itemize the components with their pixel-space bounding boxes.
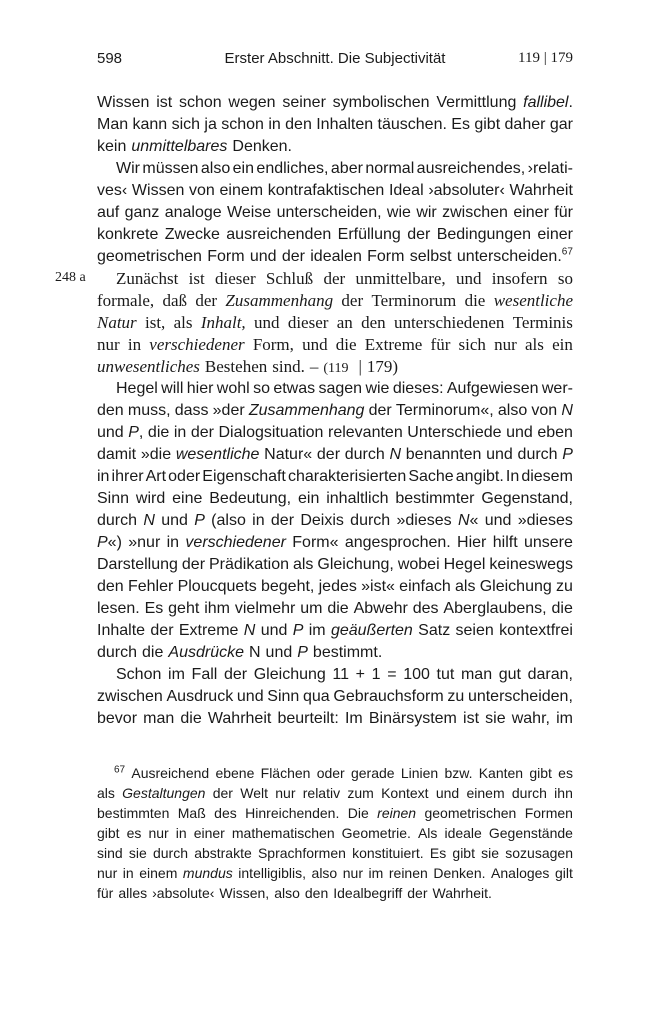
running-title: Erster Abschnitt. Die Subjectivität <box>224 50 446 67</box>
footnote <box>97 763 573 903</box>
footnote-line: als Gestaltungen der Welt nur relativ zum Kontext und einem durch ihn <box>97 785 573 801</box>
running-header <box>97 50 573 72</box>
edition-reference: 119 | 179 <box>518 50 573 66</box>
footnote-line: bestimmten Maß des Hinreichenden. Die reinen geometrischen Formen <box>97 805 573 821</box>
margin-reference: 248 a <box>55 270 86 285</box>
text-line: Wissen ist schon wegen seiner symbolischen Vermittlung fallibel. <box>97 94 573 111</box>
text-line: Zunächst ist dieser Schluß der unmittelbare, und insofern so <box>116 269 573 288</box>
text-line: konkrete Zwecke ausreichenden Erfüllung der Bedingungen einer <box>97 226 573 243</box>
page-number: 598 <box>97 50 123 67</box>
text-line: Darstellung der Prädikation als Gleichung, wobei Hegel keineswegs <box>97 556 573 573</box>
text-line: formale, daß der Zusammenhang der Terminorum die wesentliche <box>97 291 573 310</box>
main-text <box>97 92 573 730</box>
text-line: bevor man die Wahrheit beurteilt: Im Binärsystem ist sie wahr, im <box>97 710 573 727</box>
text-line: unwesentliches Bestehen sind. – (119 | 179) <box>97 357 399 376</box>
text-line: ves‹ Wissen von einem kontrafaktischen Ideal ›absoluter‹ Wahrheit <box>97 182 573 199</box>
text-line: Schon im Fall der Gleichung 11 + 1 = 100 tut man gut daran, <box>116 666 573 683</box>
footnote-line: $^{67}$ Ausreichend ebene Flächen oder gerade Linien bzw. Kanten gibt es <box>114 764 573 781</box>
text-line: geometrischen Form und der idealen Form selbst unterscheiden.$^{67}$ <box>97 246 573 265</box>
text-line: damit »die wesentliche Natur« der durch N benannten und durch P <box>97 446 573 463</box>
text-line: auf ganz analoge Weise unterscheiden, wie wir zwischen einer für <box>97 204 573 221</box>
text-line: nur in verschiedener Form, und die Extreme für sich nur als ein <box>97 335 573 354</box>
text-line: Natur ist, als Inhalt, und dieser an den unterschiedenen Terminis <box>97 313 573 332</box>
text-line: kein unmittelbares Denken. <box>97 138 292 155</box>
text-line: in ihrer Art oder Eigenschaft charakterisierten Sache angibt. In diesem <box>97 468 573 485</box>
footnote-line: sind sie durch abstrakte Sprachformen konstituiert. Es gibt sie sozusagen <box>97 845 573 861</box>
text-line: durch N und P (also in der Deixis durch »dieses N« und »dieses <box>97 512 573 529</box>
text-line: den muss, dass »der Zusammenhang der Terminorum«, also von N <box>97 402 573 419</box>
footnote-line: für alles ›absolute‹ Wissen, also den Idealbegriff der Wahrheit. <box>97 885 492 901</box>
text-line: lesen. Es geht ihm vielmehr um die Abwehr des Aberglaubens, die <box>97 600 573 617</box>
text-line: durch die Ausdrücke N und P bestimmt. <box>97 644 383 661</box>
text-line: Man kann sich ja schon in den Inhalten täuschen. Es gibt daher gar <box>97 116 573 133</box>
text-line: P«) »nur in verschiedener Form« angesprochen. Hier hilft unsere <box>97 534 573 551</box>
text-line: den Fehler Ploucquets begeht, jedes »ist« einfach als Gleichung zu <box>97 578 573 595</box>
text-line: Hegel will hier wohl so etwas sagen wie dieses: Aufgewiesen wer- <box>116 380 573 397</box>
text-line: Wir müssen also ein endliches, aber normal ausreichendes, ›relati- <box>116 160 573 177</box>
footnote-line: gibt es nur in einer mathematischen Geometrie. Als ideale Gegenstände <box>97 825 573 841</box>
footnote-line: nur in einem mundus intelligiblis, also nur im reinen Denken. Analoges gilt <box>97 865 573 881</box>
text-line: Inhalte der Extreme N und P im geäußerten Satz seien kontextfrei <box>97 622 573 639</box>
text-line: und P, die in der Dialogsituation relevanten Unterschiede und eben <box>97 424 573 441</box>
text-line: zwischen Ausdruck und Sinn qua Gebrauchsform zu unterscheiden, <box>97 688 573 705</box>
text-line: Sinn wird eine Bedeutung, ein inhaltlich bestimmter Gegenstand, <box>97 490 573 507</box>
